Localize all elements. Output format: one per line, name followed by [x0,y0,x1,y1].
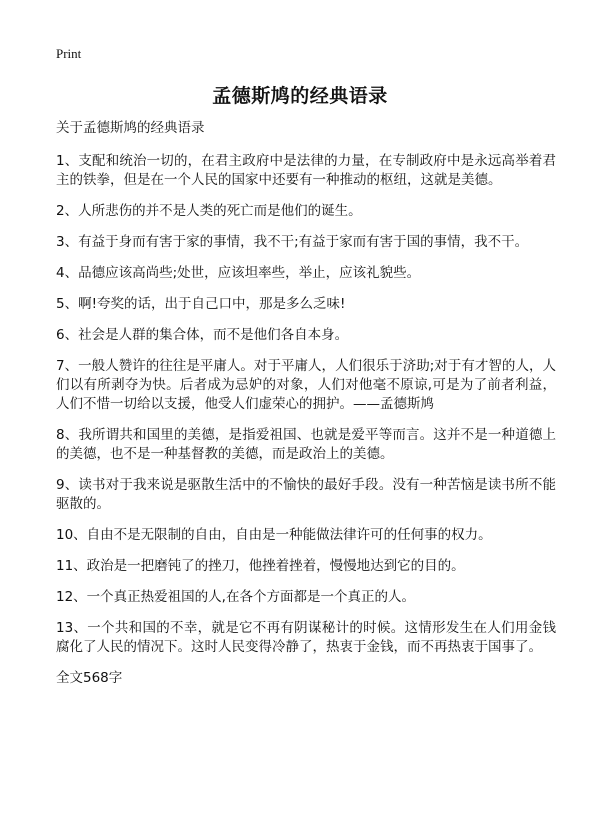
quote-item: 3、有益于身而有害于家的事情，我不干;有益于家而有害于国的事情，我不干。 [56,234,529,250]
article-subtitle: 关于孟德斯鸠的经典语录 [56,120,205,136]
article-body [56,119,556,688]
quote-item: 2、人所悲伤的并不是人类的死亡而是他们的诞生。 [56,203,362,219]
quote-item: 10、自由不是无限制的自由，自由是一种能做法律许可的任何事的权力。 [56,527,492,543]
page-title: 孟德斯鸠的经典语录 [212,85,388,107]
quote-item: 9、读书对于我来说是驱散生活中的不愉快的最好手段。没有一种苦恼是读书所不能驱散的。 [56,477,556,512]
word-count: 全文568字 [56,670,123,686]
quote-item: 6、社会是人群的集合体，而不是他们各自本身。 [56,327,349,343]
quote-item: 12、一个真正热爱祖国的人,在各个方面都是一个真正的人。 [56,589,415,605]
print-link[interactable]: Print [56,46,82,61]
quote-item: 11、政治是一把磨钝了的挫刀，他挫着挫着，慢慢地达到它的目的。 [56,558,465,574]
quote-item: 7、一般人赞许的往往是平庸人。对于平庸人，人们很乐于济助;对于有才智的人，人们以有所剥夺为快。后者成为忌妒的对象，人们对他毫不原谅,可是为了前者利益，人们不惜一切给以支援，他受人们虚荣心的拥护。——孟德斯鸠 [56,358,556,412]
quote-item: 8、我所谓共和国里的美德，是指爱祖国、也就是爱平等而言。这并不是一种道德上的美德，也不是一种基督教的美德，而是政治上的美德。 [56,427,556,462]
quote-item: 5、啊!夸奖的话，出于自己口中，那是多么乏味! [56,296,346,312]
quote-item: 13、一个共和国的不幸，就是它不再有阴谋秘计的时候。这情形发生在人们用金钱腐化了人民的情况下。这时人民变得冷静了，热衷于金钱，而不再热衷于国事了。 [56,620,556,655]
quote-item: 4、品德应该高尚些;处世，应该坦率些，举止，应该礼貌些。 [56,265,421,281]
quote-item: 1、支配和统治一切的，在君主政府中是法律的力量，在专制政府中是永远高举着君主的铁拳，但是在一个人民的国家中还要有一种推动的枢纽，这就是美德。 [56,153,556,188]
